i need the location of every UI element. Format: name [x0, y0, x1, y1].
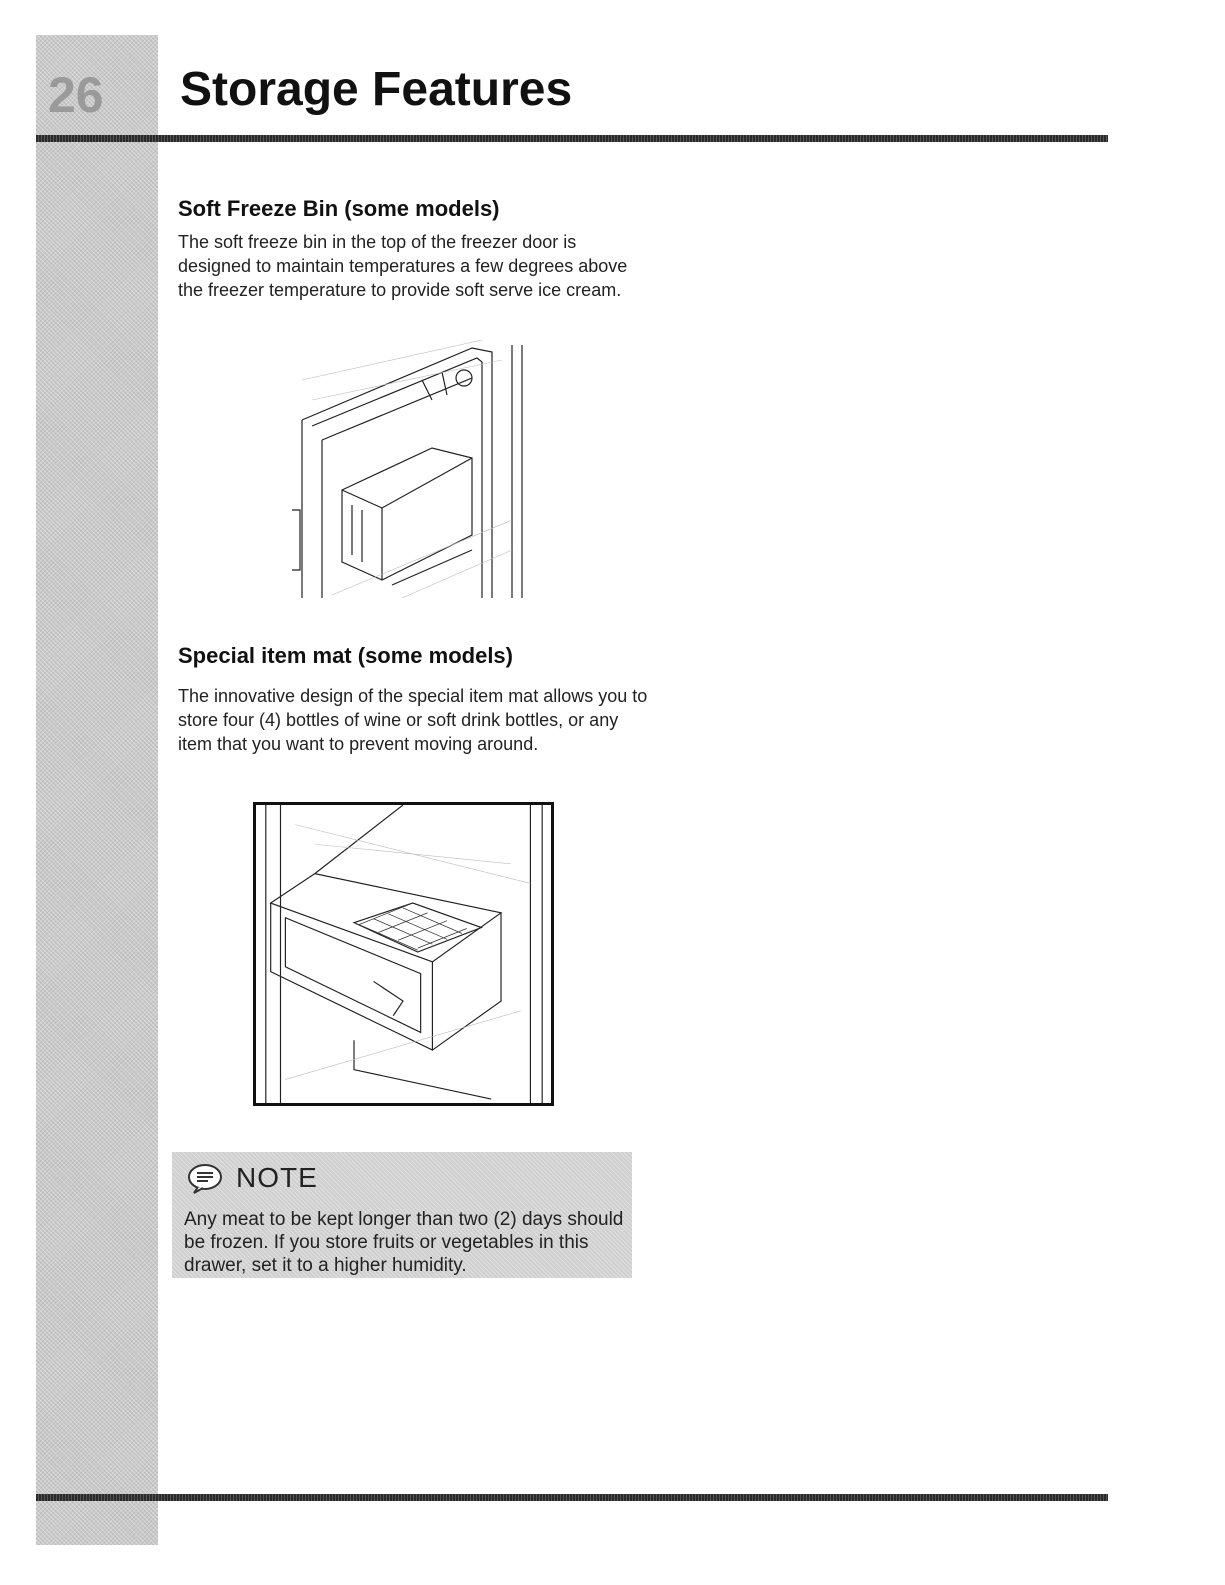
page-title: Storage Features [180, 63, 573, 116]
page-number: 26 [48, 67, 104, 123]
special-item-mat-illustration [253, 802, 554, 1106]
soft-freeze-bin-heading: Soft Freeze Bin (some models) [178, 196, 500, 221]
note-box [172, 1152, 632, 1278]
side-strip [36, 35, 158, 1545]
soft-freeze-bin-illustration [282, 340, 528, 598]
soft-freeze-bin-text: The soft freeze bin in the top of the freezer door is designed to maintain temperatures a few degrees above the freezer temperature to provide soft serve ice cream. [178, 232, 628, 300]
bottom-rule [36, 1494, 1108, 1501]
special-item-mat-text: The innovative design of the special item mat allows you to store four (4) bottles of wine or soft drink bottles, or any item that you want to prevent moving around. [178, 686, 648, 754]
special-item-mat-heading: Special item mat (some models) [178, 643, 513, 668]
note-speech-icon [186, 1162, 224, 1194]
note-title: NOTE [236, 1162, 318, 1193]
note-text: Any meat to be kept longer than two (2) days should be frozen. If you store fruits or vegetables in this drawer, set it to a higher humidity. [184, 1209, 624, 1276]
top-rule [36, 135, 1108, 142]
note-header [186, 1162, 318, 1194]
